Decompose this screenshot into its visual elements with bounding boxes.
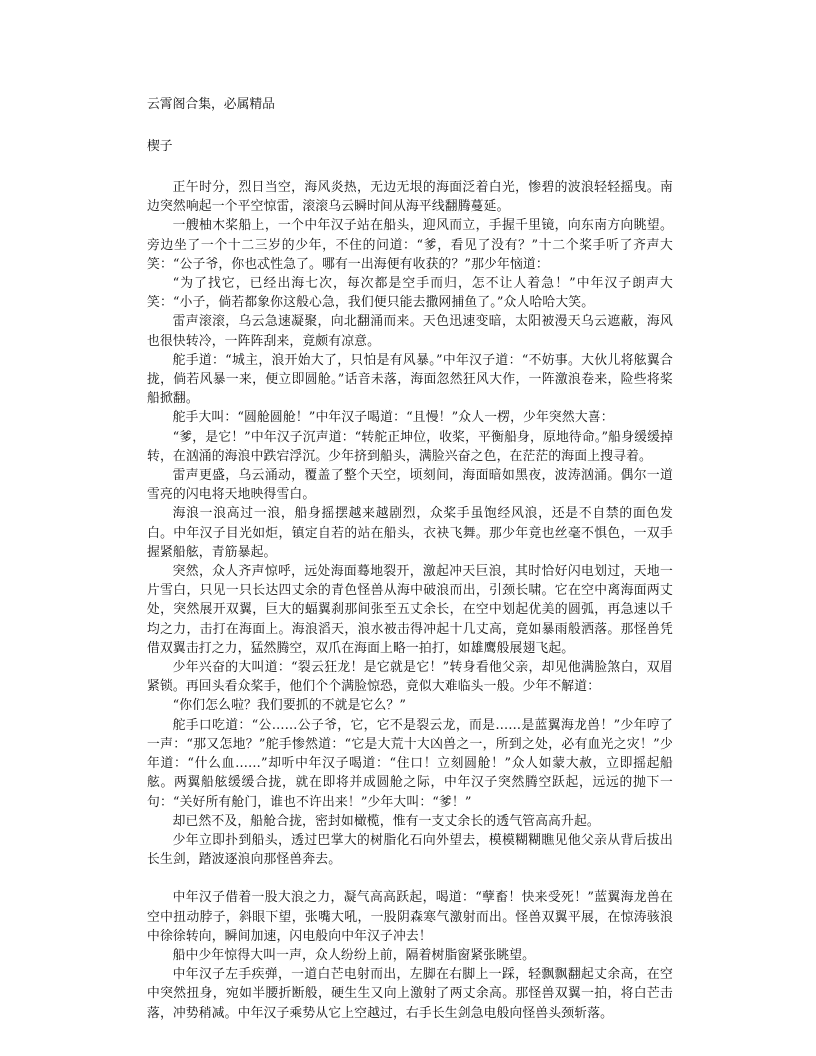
paragraph: 海浪一浪高过一浪，船身摇摆越来越剧烈，众桨手虽饱经风浪，还是不自禁的面色发白。中年汉子目光如炬，镇定自若的站在船头，衣袂飞舞。那少年竟也丝毫不惧色，一双手握紧船舷，青筋暴起。	[147, 506, 673, 560]
paragraph: 少年兴奋的大叫道：“裂云狂龙！是它就是它！”转身看他父亲，却见他满脸煞白，双眉紧锁。再回头看众桨手，他们个个满脸惊恐，竟似大难临头一般。少年不解道：	[147, 660, 673, 695]
paragraph: “爹，是它！”中年汉子沉声道：“转舵正坤位，收桨，平衡船身，原地待命。”船身缓缓掉转，在汹涌的海浪中跌宕浮沉。少年挤到船头，满脸兴奋之色，在茫茫的海面上搜寻着。	[147, 429, 673, 464]
paragraph: 一艘柚木桨船上，一个中年汉子站在船头，迎风而立，手握千里镜，向东南方向眺望。旁边坐了一个十二三岁的少年，不住的问道：“爹，看见了没有？”十二个桨手听了齐声大笑：“公子爷，你也忒性急了。哪有一出海便有收获的？”那少年恼道：	[147, 218, 673, 272]
paragraph: 中年汉子借着一股大浪之力，凝气高高跃起，喝道：“孽畜！快来受死！”蓝翼海龙兽在空中扭动脖子，斜眼下望，张嘴大吼，一股阴森寒气激射而出。怪兽双翼平展，在惊涛骇浪中徐徐转向，瞬间加速，闪电般向中年汉子冲去！	[147, 890, 673, 944]
paragraph: 雷声更盛，乌云涌动，覆盖了整个天空，顷刻间，海面暗如黑夜，波涛汹涌。偶尔一道雪亮的闪电将天地映得雪白。	[147, 468, 673, 503]
paragraph: “为了找它，已经出海七次，每次都是空手而归，怎不让人着急！”中年汉子朗声大笑：“小子，倘若都象你这般心急，我们便只能去撒网捕鱼了。”众人哈哈大笑。	[147, 276, 673, 311]
paragraph: 中年汉子左手疾弹，一道白芒电射而出，左脚在右脚上一踩，轻飘飘翻起丈余高，在空中突然扭身，宛如半腰折断般，硬生生又向上激射了两丈余高。那怪兽双翼一拍，将白芒击落，冲势稍减。中年汉子乘势从它上空越过，右手长生剑急电般向怪兽头颈斩落。	[147, 967, 673, 1021]
paragraph: 正午时分，烈日当空，海风炎热，无边无垠的海面泛着白光，惨碧的波浪轻轻摇曳。南边突然响起一个平空惊雷，滚滚乌云瞬时间从海平线翻腾蔓延。	[147, 180, 673, 215]
paragraph: “你们怎么啦？我们要抓的不就是它么？”	[172, 698, 407, 714]
section-spacer	[147, 869, 673, 888]
paragraph: 船中少年惊得大叫一声，众人纷纷上前，隔着树脂窗紧张眺望。	[172, 947, 536, 963]
paragraph: 少年立即扑到船头，透过巴掌大的树脂化石向外望去，模模糊糊瞧见他父亲从背后拔出长生剑，踏波逐浪向那怪兽奔去。	[147, 832, 673, 868]
paragraph: 舵手道：“城主，浪开始大了，只怕是有风暴。”中年汉子道：“不妨事。大伙儿将舷翼合拢，倘若风暴一来，便立即圆舱。”话音未落，海面忽然狂风大作，一阵激浪卷来，险些将桨船掀翻。	[147, 352, 673, 407]
collection-header: 云霄阁合集，必属精品	[147, 97, 275, 112]
document-body	[147, 94, 673, 1023]
paragraph: 舵手大叫：“圆舱圆舱！”中年汉子喝道：“且慢！”众人一楞，少年突然大喜：	[172, 410, 614, 426]
chapter-title: 楔子	[147, 139, 173, 154]
paragraph: 雷声滚滚，乌云急速凝聚，向北翻涌而来。天色迅速变暗，太阳被漫天乌云遮蔽，海风也很快转冷，一阵阵刮来，竟颇有凉意。	[147, 314, 673, 349]
paragraph: 舵手口吃道：“公……公子爷，它，它不是裂云龙，而是……是蓝翼海龙兽！”少年哼了一声：“那又怎地？”舵手惨然道：“它是大荒十大凶兽之一，所到之处，必有血光之灾！”少年道：“什么血……”却听中年汉子喝道：“住口！立刻圆舱！”众人如蒙大赦，立即摇起船舷。两翼船舷缓缓合拢，就在即将并成圆舱之际，中年汉子突然腾空跃起，远远的抛下一句：“关好所有舱门，谁也不许出来！”少年大叫：“爹！”	[147, 717, 673, 810]
paragraph: 突然，众人齐声惊呼，远处海面蓦地裂开，激起冲天巨浪，其时恰好闪电划过，天地一片雪白，只见一只长达四丈余的青色怪兽从海中破浪而出，引颈长啸。它在空中离海面两丈处，突然展开双翼，巨大的蝠翼刹那间张至五丈余长，在空中划起优美的圆弧，再急速以千均之力，击打在海面上。海浪滔天，浪水被击得冲起十几丈高，竟如暴雨般洒落。那怪兽凭借双翼击打之力，猛然腾空，双爪在海面上略一拍打，如雄鹰般展翅飞起。	[147, 564, 673, 656]
paragraph: 却已然不及，船舱合拢，密封如橄榄，惟有一支丈余长的透气管高高升起。	[172, 813, 600, 829]
